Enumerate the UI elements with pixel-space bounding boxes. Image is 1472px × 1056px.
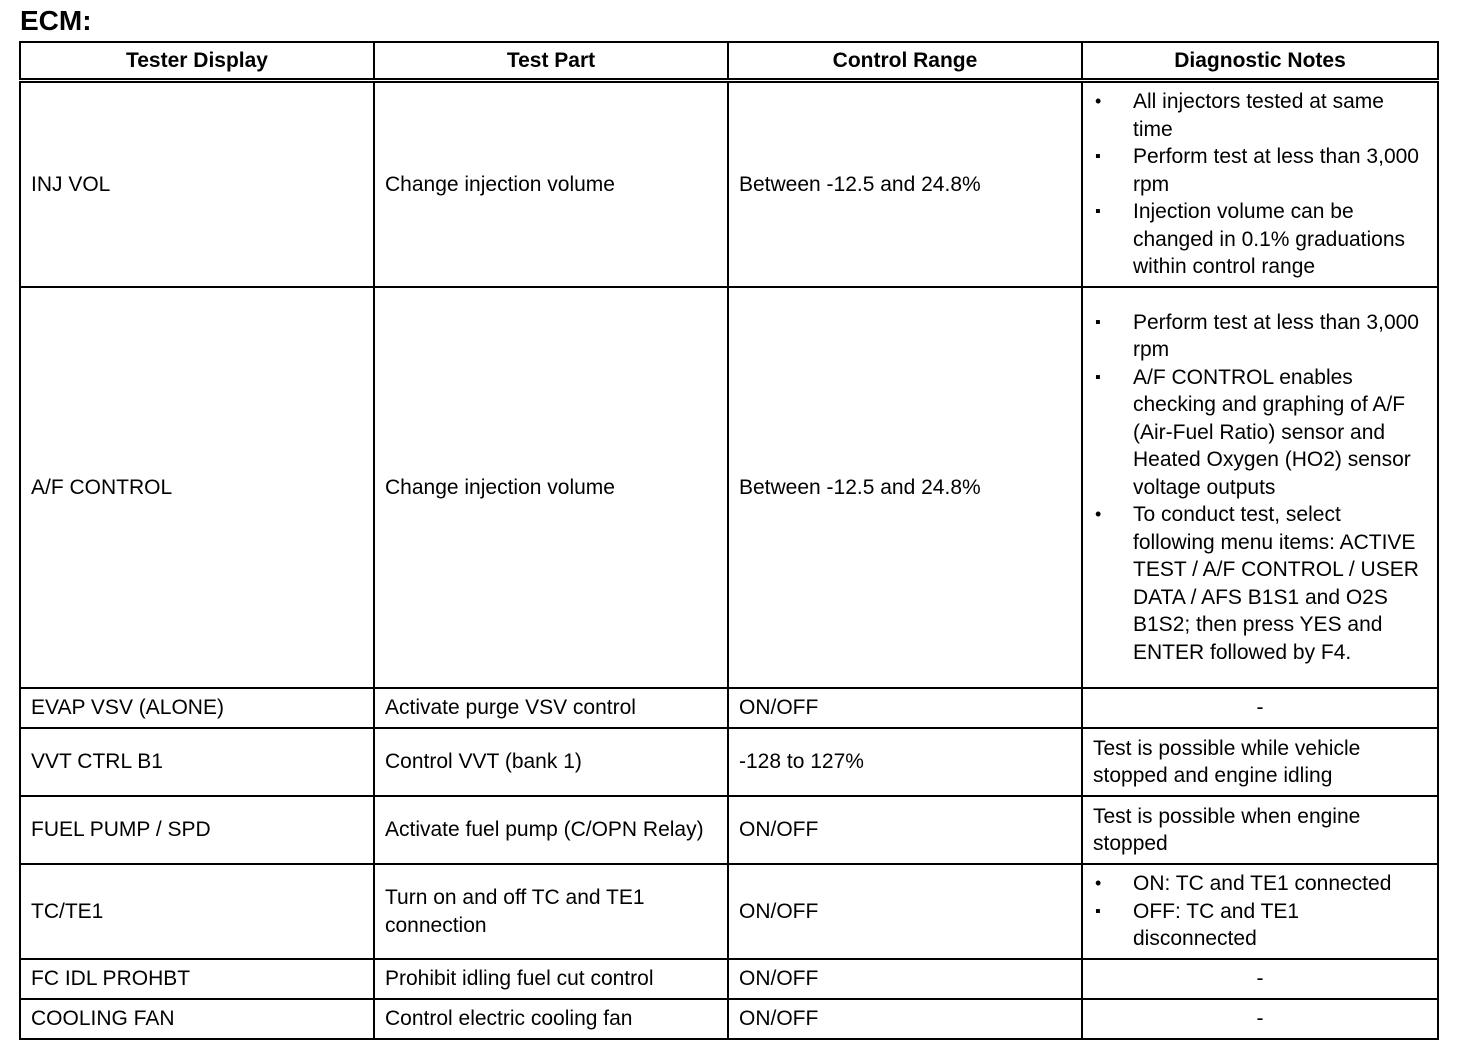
cell-diagnostic-notes — [1082, 81, 1438, 288]
table-row — [20, 287, 1438, 688]
cell-test-part: Control electric cooling fan — [374, 999, 728, 1039]
bullet-note: ▪ Perform test at less than 3,000 rpm — [1093, 309, 1427, 364]
cell-tester-display: VVT CTRL B1 — [20, 728, 374, 796]
table-row — [20, 999, 1438, 1039]
cell-diagnostic-notes: Test is possible when engine stopped — [1082, 796, 1438, 864]
cell-control-range: ON/OFF — [728, 688, 1082, 728]
ecm-active-test-table — [19, 41, 1439, 1040]
cell-control-range: ON/OFF — [728, 796, 1082, 864]
cell-control-range: Between -12.5 and 24.8% — [728, 81, 1082, 288]
cell-diagnostic-notes: - — [1082, 999, 1438, 1039]
cell-diagnostic-notes — [1082, 287, 1438, 688]
cell-diagnostic-notes: Test is possible while vehicle stopped and engine idling — [1082, 728, 1438, 796]
header-tester-display: Tester Display — [20, 42, 374, 81]
notes-list — [1093, 88, 1427, 281]
table-row — [20, 959, 1438, 999]
table-row — [20, 81, 1438, 288]
cell-tester-display: EVAP VSV (ALONE) — [20, 688, 374, 728]
cell-test-part: Prohibit idling fuel cut control — [374, 959, 728, 999]
cell-control-range: ON/OFF — [728, 959, 1082, 999]
cell-test-part: Change injection volume — [374, 81, 728, 288]
header-row — [20, 42, 1438, 81]
cell-test-part: Change injection volume — [374, 287, 728, 688]
notes-list — [1093, 870, 1427, 953]
cell-test-part: Activate fuel pump (C/OPN Relay) — [374, 796, 728, 864]
bullet-note: • ON: TC and TE1 connected — [1093, 870, 1427, 898]
cell-control-range: -128 to 127% — [728, 728, 1082, 796]
cell-tester-display: FC IDL PROHBT — [20, 959, 374, 999]
cell-test-part: Activate purge VSV control — [374, 688, 728, 728]
bullet-note: ▪ Injection volume can be changed in 0.1% graduations within control range — [1093, 198, 1427, 281]
cell-tester-display: TC/TE1 — [20, 864, 374, 959]
table-row — [20, 796, 1438, 864]
cell-tester-display: INJ VOL — [20, 81, 374, 288]
cell-diagnostic-notes: - — [1082, 959, 1438, 999]
table-row — [20, 864, 1438, 959]
cell-tester-display: COOLING FAN — [20, 999, 374, 1039]
cell-control-range: ON/OFF — [728, 999, 1082, 1039]
bullet-note: ▪ OFF: TC and TE1 disconnected — [1093, 898, 1427, 953]
cell-diagnostic-notes — [1082, 864, 1438, 959]
bullet-note: • To conduct test, select following menu items: ACTIVE TEST / A/F CONTROL / USER DATA / AFS B1S1 and O2S B1S2; then press YES and ENTER followed by F4. — [1093, 501, 1427, 666]
header-control-range: Control Range — [728, 42, 1082, 81]
cell-test-part: Control VVT (bank 1) — [374, 728, 728, 796]
cell-tester-display: A/F CONTROL — [20, 287, 374, 688]
cell-control-range: Between -12.5 and 24.8% — [728, 287, 1082, 688]
header-diagnostic-notes: Diagnostic Notes — [1082, 42, 1438, 81]
page-title: ECM: — [20, 5, 92, 36]
header-test-part: Test Part — [374, 42, 728, 81]
table-row — [20, 688, 1438, 728]
notes-list — [1093, 309, 1427, 667]
table-row — [20, 728, 1438, 796]
bullet-note: ▪ Perform test at less than 3,000 rpm — [1093, 143, 1427, 198]
cell-control-range: ON/OFF — [728, 864, 1082, 959]
bullet-note: • All injectors tested at same time — [1093, 88, 1427, 143]
cell-diagnostic-notes: - — [1082, 688, 1438, 728]
cell-test-part: Turn on and off TC and TE1 connection — [374, 864, 728, 959]
cell-tester-display: FUEL PUMP / SPD — [20, 796, 374, 864]
bullet-note: ▪ A/F CONTROL enables checking and graphing of A/F (Air-Fuel Ratio) sensor and Heated Oxygen (HO2) sensor voltage outputs — [1093, 364, 1427, 502]
